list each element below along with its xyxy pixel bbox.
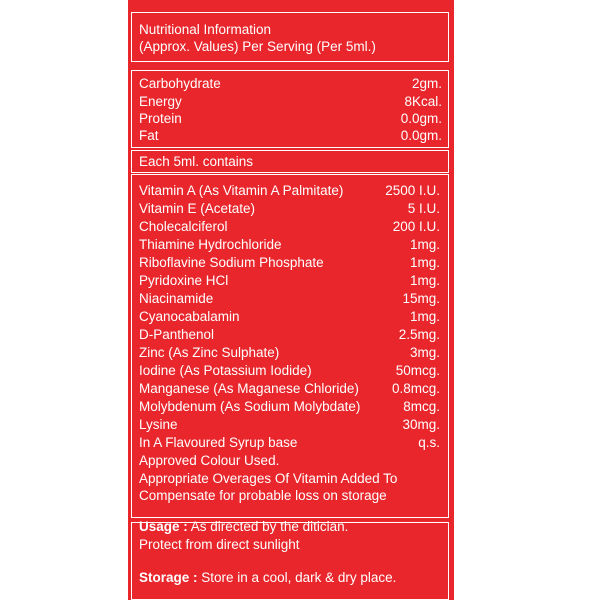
ingredient-name: Manganese (As Maganese Chloride): [139, 381, 359, 396]
nutrition-label-panel: [128, 0, 454, 600]
ingredient-name: Cholecalciferol: [139, 219, 228, 234]
each-box: [131, 150, 449, 173]
ingredient-value: 30mg.: [402, 417, 440, 432]
ingredient-value: 2500 I.U.: [385, 183, 440, 198]
basic-value: 0.0gm.: [400, 128, 442, 143]
ingredient-name: Iodine (As Potassium Iodide): [139, 363, 312, 378]
ingredient-value: 15mg.: [402, 291, 440, 306]
usage-line-2: Protect from direct sunlight: [139, 537, 300, 552]
ingredient-name: Pyridoxine HCl: [139, 273, 229, 288]
usage-text: As directed by the ditician.: [190, 519, 349, 534]
ingredient-value: 1mg.: [409, 255, 440, 270]
ingredient-value: 0.8mcg.: [391, 381, 440, 396]
usage-label: Usage :: [139, 519, 188, 534]
nutrition-title: Nutritional Information: [139, 22, 272, 37]
ingredient-name: Molybdenum (As Sodium Molybdate): [139, 399, 361, 414]
ingredient-name: Zinc (As Zinc Sulphate): [139, 345, 280, 360]
basic-value: 8Kcal.: [404, 94, 442, 109]
basic-name: Protein: [139, 111, 182, 126]
ingredient-value: 1mg.: [409, 309, 440, 324]
ingredient-value: 1mg.: [409, 237, 440, 252]
ingredient-name: Vitamin E (Acetate): [139, 201, 256, 216]
ingredient-value: 2.5mg.: [398, 327, 440, 342]
basics-box: [131, 70, 449, 148]
ingredient-value: 3mg.: [409, 345, 440, 360]
ingredient-name: Lysine: [139, 417, 178, 432]
ingredient-value: 1mg.: [409, 273, 440, 288]
each-label: Each 5ml. contains: [139, 154, 254, 169]
serving-subtitle: (Approx. Values) Per Serving (Per 5ml.): [139, 39, 376, 54]
usage-line: [139, 519, 348, 535]
ingredient-value: 8mcg.: [403, 399, 440, 414]
storage-label: Storage :: [139, 570, 198, 585]
ingredient-value: 5 I.U.: [407, 201, 440, 216]
note-line: Compensate for probable loss on storage: [139, 488, 387, 503]
basic-value: 2gm.: [411, 76, 442, 91]
storage-line: [139, 570, 396, 586]
note-line: Approved Colour Used.: [139, 453, 280, 468]
header-box: [131, 12, 449, 62]
basic-name: Fat: [139, 128, 159, 143]
ingredient-value: q.s.: [418, 435, 440, 450]
ingredient-name: Cyanocabalamin: [139, 309, 240, 324]
ingredient-name: Thiamine Hydrochloride: [139, 237, 282, 252]
basic-name: Carbohydrate: [139, 76, 221, 91]
usage-storage-box: [131, 519, 449, 600]
ingredients-box: [131, 174, 449, 518]
ingredient-name: Vitamin A (As Vitamin A Palmitate): [139, 183, 344, 198]
basic-name: Energy: [139, 94, 182, 109]
ingredient-value: 50mcg.: [395, 363, 440, 378]
ingredient-name: Niacinamide: [139, 291, 214, 306]
ingredient-name: D-Panthenol: [139, 327, 215, 342]
note-line: Appropriate Overages Of Vitamin Added To: [139, 471, 398, 486]
basic-value: 0.0gm.: [400, 111, 442, 126]
ingredient-name: In A Flavoured Syrup base: [139, 435, 298, 450]
ingredient-name: Riboflavine Sodium Phosphate: [139, 255, 324, 270]
ingredient-value: 200 I.U.: [392, 219, 440, 234]
storage-text: Store in a cool, dark & dry place.: [201, 570, 397, 585]
